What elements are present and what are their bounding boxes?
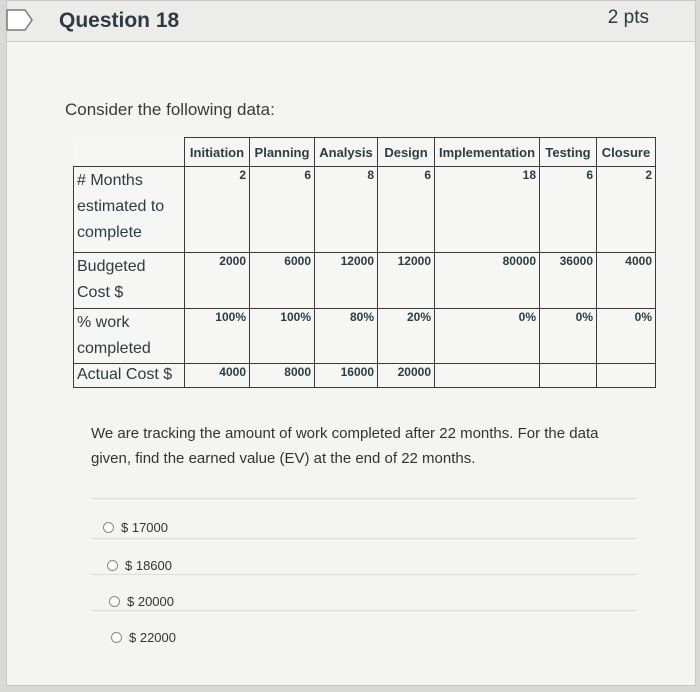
table-row	[74, 364, 656, 388]
column-header: Closure	[597, 138, 656, 167]
question-header	[7, 1, 695, 42]
question-text: We are tracking the amount of work completed after 22 months. For the data given, find the earned value (EV) at the end of 22 months.	[91, 425, 599, 467]
table-cell: 2000	[185, 253, 250, 309]
divider	[91, 574, 637, 575]
table-cell: 0%	[540, 309, 597, 364]
table-cell: 2	[597, 167, 656, 253]
table-cell: 36000	[540, 253, 597, 309]
table-cell: 2	[185, 167, 250, 253]
divider	[91, 498, 637, 499]
radio-button[interactable]	[103, 522, 114, 533]
table-cell: 8000	[250, 364, 315, 388]
column-header: Analysis	[315, 138, 378, 167]
table-corner-cell	[74, 138, 185, 167]
row-label: % work completed	[74, 309, 185, 364]
table-cell: 6	[250, 167, 315, 253]
table-cell	[597, 364, 656, 388]
column-header: Design	[378, 138, 435, 167]
table-cell: 80%	[315, 309, 378, 364]
table-cell: 4000	[597, 253, 656, 309]
table-row	[74, 309, 656, 364]
table-cell: 80000	[435, 253, 540, 309]
column-header: Testing	[540, 138, 597, 167]
table-cell	[435, 364, 540, 388]
radio-button[interactable]	[111, 632, 122, 643]
table-cell: 20000	[378, 364, 435, 388]
table-cell: 100%	[185, 309, 250, 364]
table-cell	[540, 364, 597, 388]
answer-option-label: $ 22000	[129, 630, 176, 645]
table-cell: 100%	[250, 309, 315, 364]
question-card	[6, 0, 696, 686]
answer-option-label: $ 17000	[121, 520, 168, 535]
question-points: 2 pts	[607, 7, 649, 28]
table-cell: 16000	[315, 364, 378, 388]
table-cell: 0%	[435, 309, 540, 364]
table-row	[74, 253, 656, 309]
bookmark-flag-icon[interactable]	[5, 7, 35, 33]
column-header: Initiation	[185, 138, 250, 167]
radio-button[interactable]	[109, 596, 120, 607]
table-cell: 12000	[315, 253, 378, 309]
question-prompt: Consider the following data:	[65, 100, 275, 119]
column-header: Implementation	[435, 138, 540, 167]
answer-option[interactable]	[111, 630, 176, 645]
table-cell: 18	[435, 167, 540, 253]
divider	[91, 610, 637, 611]
row-label: # Months estimated to complete	[74, 167, 185, 253]
answer-option[interactable]	[109, 594, 174, 609]
table-row	[74, 167, 656, 253]
table-header-row	[74, 138, 656, 167]
row-label: Budgeted Cost $	[74, 253, 185, 309]
answer-option[interactable]	[107, 558, 172, 573]
column-header: Planning	[250, 138, 315, 167]
answer-option[interactable]	[103, 520, 168, 535]
table-cell: 20%	[378, 309, 435, 364]
table-cell: 6	[540, 167, 597, 253]
table-cell: 12000	[378, 253, 435, 309]
answer-option-label: $ 20000	[127, 594, 174, 609]
phase-data-table	[73, 137, 656, 388]
table-cell: 8	[315, 167, 378, 253]
question-title: Question 18	[59, 9, 180, 32]
table-cell: 4000	[185, 364, 250, 388]
table-cell: 6	[378, 167, 435, 253]
radio-button[interactable]	[107, 560, 118, 571]
answer-option-label: $ 18600	[125, 558, 172, 573]
row-label: Actual Cost $	[74, 364, 185, 388]
table-cell: 0%	[597, 309, 656, 364]
divider	[91, 538, 637, 539]
table-cell: 6000	[250, 253, 315, 309]
